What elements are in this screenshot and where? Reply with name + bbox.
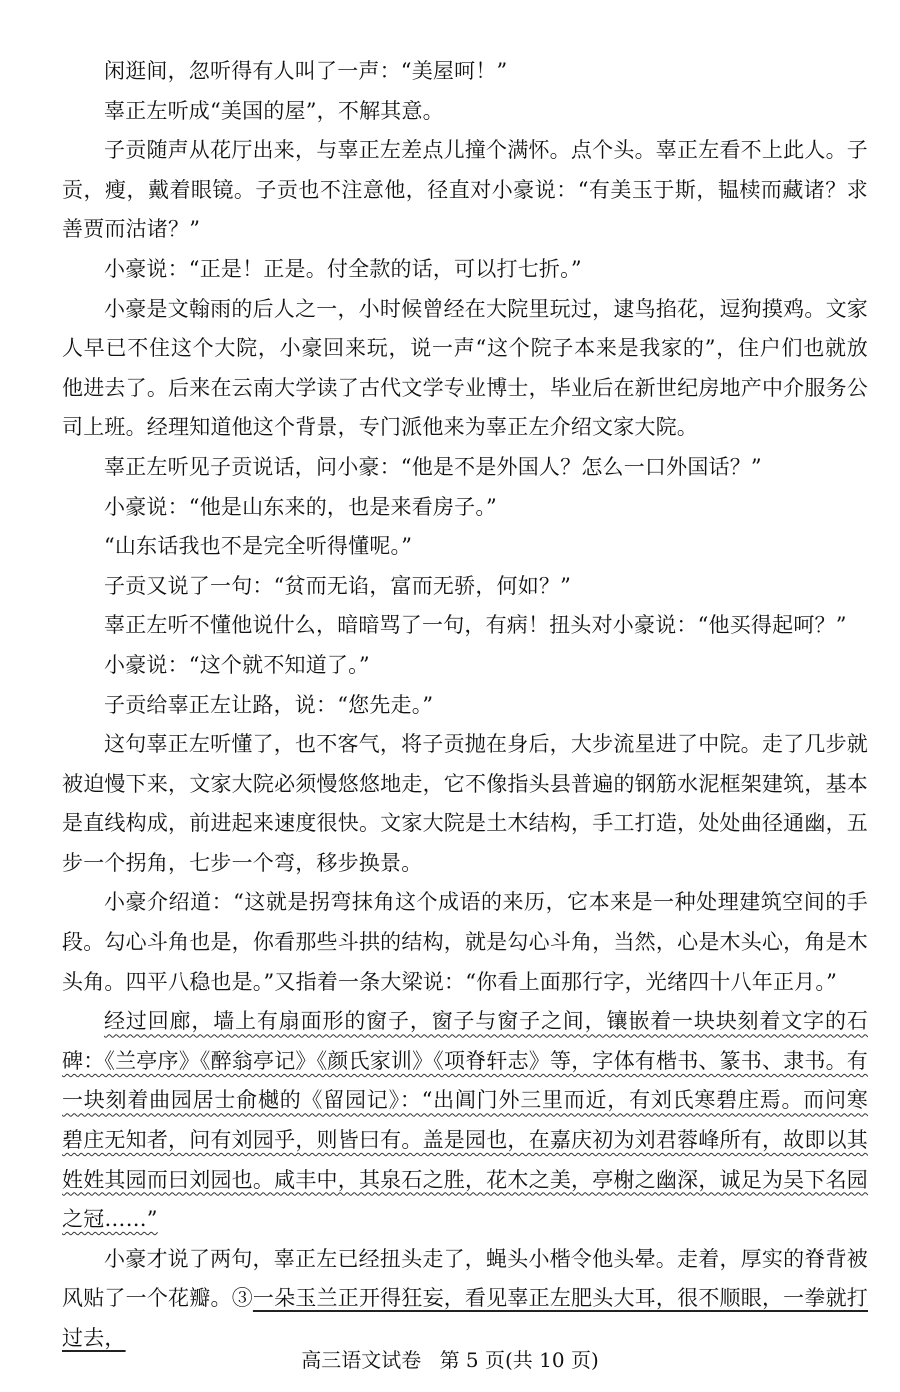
- paragraph-16-lead: 小豪才说了两句，辜正左已经扭头走了，蝇头小楷令他头晕。走着，厚实的脊背被风贴了一个花瓣。: [62, 1246, 868, 1311]
- paragraph-11: 小豪说：“这个就不知道了。”: [104, 652, 370, 677]
- paragraph-7: 小豪说：“他是山东来的，也是来看房子。”: [104, 494, 497, 519]
- paragraph-12: 子贡给辜正左让路，说：“您先走。”: [104, 692, 434, 717]
- paragraph-9: 子贡又说了一句：“贫而无谄，富而无骄，何如？”: [104, 573, 572, 598]
- paragraph-16: [62, 1240, 868, 1359]
- paragraph-2: 辜正左听成“美国的屋”，不解其意。: [104, 98, 444, 123]
- paragraph-5: 小豪是文翰雨的后人之一，小时候曾经在大院里玩过，逮鸟掐花，逗狗摸鸡。文家人早已不住这个大院，小豪回来玩，说一声“这个院子本来是我家的”，住户们也就放他进去了。后来在云南大学读了古代文学专业博士，毕业后在新世纪房地产中介服务公司上班。经理知道他这个背景，专门派他来为辜正左介绍文家大院。: [62, 296, 868, 440]
- footer-exam-title: 高三语文试卷: [301, 1348, 422, 1372]
- paragraph-15-wavy-underlined: [62, 1002, 868, 1240]
- paragraph-3: 子贡随声从花厅出来，与辜正左差点儿撞个满怀。点个头。辜正左看不上此人。子贡，瘦，戴着眼镜。子贡也不注意他，径直对小豪说：“有美玉于斯，韫椟而藏诸？求善贾而沽诸？”: [62, 138, 868, 242]
- paragraph-8: “山东话我也不是完全听得懂呢。”: [104, 534, 413, 559]
- question-marker-3: ③: [231, 1286, 253, 1311]
- paragraph-6: 辜正左听见子贡说话，问小豪：“他是不是外国人？怎么一口外国话？”: [104, 454, 762, 479]
- paragraph-1: 闲逛间，忽听得有人叫了一声：“美屋呵！”: [104, 59, 508, 83]
- paragraph-13: 这句辜正左听懂了，也不客气，将子贡抛在身后，大步流星进了中院。走了几步就被迫慢下来，文家大院必须慢悠悠地走，它不像指头县普遍的钢筋水泥框架建筑，基本是直线构成，前进起来速度很快。文家大院是土木结构，手工打造，处处曲径通幽，五步一个拐角，七步一个弯，移步换景。: [62, 732, 868, 875]
- wavy-underline-text: 经过回廊，墙上有扇面形的窗子，窗子与窗子之间，镶嵌着一块块刻着文字的石碑：《兰亭序》《醉翁亭记》《颜氏家训》《项脊轩志》等，字体有楷书、篆书、隶书。有一块刻着曲园居士俞樾的《留园记》：“出阊门外三里而近，有刘氏寒碧庄焉。而问寒碧庄无知者，问有刘园乎，则皆曰有。盖是园也，在嘉庆初为刘君蓉峰所有，故即以其姓姓其园而曰刘园也。咸丰中，其泉石之胜，花木之美，亭榭之幽深，诚足为吴下名园之冠……”: [62, 1009, 868, 1232]
- underlined-sentence-3: 一朵玉兰正开得狂妄，看见辜正左肥头大耳，很不顺眼，一拳就打过去，: [62, 1286, 868, 1350]
- passage-text: [62, 52, 868, 1359]
- paragraph-10: 辜正左听不懂他说什么，暗暗骂了一句，有病！扭头对小豪说：“他买得起呵？”: [104, 613, 847, 638]
- footer-page-number: 第 5 页(共 10 页): [439, 1348, 599, 1372]
- page-footer: [0, 1344, 900, 1373]
- paragraph-4: 小豪说：“正是！正是。付全款的话，可以打七折。”: [104, 256, 582, 281]
- paragraph-14: 小豪介绍道：“这就是拐弯抹角这个成语的来历，它本来是一种处理建筑空间的手段。勾心斗角也是，你看那些斗拱的结构，就是勾心斗角，当然，心是木头心，角是木头角。四平八稳也是。”又指着一条大梁说：“你看上面那行字，光绪四十八年正月。”: [62, 890, 868, 994]
